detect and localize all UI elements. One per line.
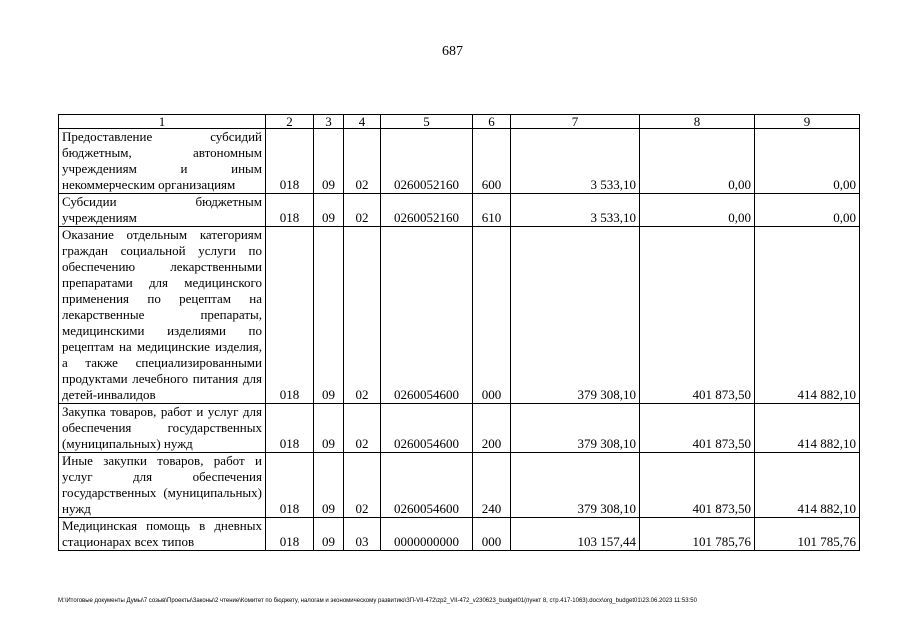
header-cell: 8 xyxy=(640,115,755,129)
vr-code: 000 xyxy=(473,518,511,551)
csr-code: 0260054600 xyxy=(381,453,473,518)
gr-code: 018 xyxy=(266,129,314,194)
amount-col7: 379 308,10 xyxy=(511,453,640,518)
table-row xyxy=(59,453,860,518)
row-name: Закупка товаров, работ и услуг для обеспечения государственных (муниципальных) нужд xyxy=(59,404,266,453)
rz-code: 09 xyxy=(314,404,344,453)
amount-col8: 0,00 xyxy=(640,129,755,194)
pr-code: 03 xyxy=(344,518,381,551)
pr-code: 02 xyxy=(344,453,381,518)
amount-col7: 103 157,44 xyxy=(511,518,640,551)
amount-col7: 379 308,10 xyxy=(511,404,640,453)
vr-code: 600 xyxy=(473,129,511,194)
header-cell: 2 xyxy=(266,115,314,129)
row-name: Предоставление субсидий бюджетным, автономным учреждениям и иным некоммерческим организациям xyxy=(59,129,266,194)
amount-col7: 3 533,10 xyxy=(511,129,640,194)
rz-code: 09 xyxy=(314,453,344,518)
row-name: Иные закупки товаров, работ и услуг для обеспечения государственных (муниципальных) нужд xyxy=(59,453,266,518)
header-cell: 9 xyxy=(755,115,860,129)
row-name: Оказание отдельным категориям граждан социальной услуги по обеспечению лекарственными препаратами для медицинского применения по рецептам на лекарственные препараты, медицинскими изделиями по рецептам на медицинские изделия, а также специализированными продуктами лечебного питания для детей-инвалидов xyxy=(59,227,266,404)
page-number: 687 xyxy=(442,44,463,59)
header-cell: 7 xyxy=(511,115,640,129)
row-name: Медицинская помощь в дневных стационарах всех типов xyxy=(59,518,266,551)
amount-col8: 401 873,50 xyxy=(640,227,755,404)
gr-code: 018 xyxy=(266,227,314,404)
amount-col8: 0,00 xyxy=(640,194,755,227)
pr-code: 02 xyxy=(344,404,381,453)
amount-col9: 414 882,10 xyxy=(755,227,860,404)
rz-code: 09 xyxy=(314,129,344,194)
amount-col7: 3 533,10 xyxy=(511,194,640,227)
vr-code: 240 xyxy=(473,453,511,518)
row-name: Субсидии бюджетным учреждениям xyxy=(59,194,266,227)
table-row xyxy=(59,227,860,404)
header-cell: 3 xyxy=(314,115,344,129)
gr-code: 018 xyxy=(266,404,314,453)
rz-code: 09 xyxy=(314,518,344,551)
vr-code: 610 xyxy=(473,194,511,227)
csr-code: 0260054600 xyxy=(381,227,473,404)
vr-code: 200 xyxy=(473,404,511,453)
header-row xyxy=(59,115,860,129)
amount-col9: 414 882,10 xyxy=(755,404,860,453)
table-row xyxy=(59,194,860,227)
header-cell: 4 xyxy=(344,115,381,129)
header-cell: 5 xyxy=(381,115,473,129)
amount-col8: 401 873,50 xyxy=(640,404,755,453)
amount-col9: 0,00 xyxy=(755,194,860,227)
budget-table xyxy=(58,114,860,551)
csr-code: 0260054600 xyxy=(381,404,473,453)
rz-code: 09 xyxy=(314,227,344,404)
csr-code: 0260052160 xyxy=(381,194,473,227)
amount-col8: 101 785,76 xyxy=(640,518,755,551)
rz-code: 09 xyxy=(314,194,344,227)
amount-col9: 0,00 xyxy=(755,129,860,194)
amount-col9: 101 785,76 xyxy=(755,518,860,551)
header-cell: 1 xyxy=(59,115,266,129)
amount-col7: 379 308,10 xyxy=(511,227,640,404)
header-cell: 6 xyxy=(473,115,511,129)
csr-code: 0260052160 xyxy=(381,129,473,194)
pr-code: 02 xyxy=(344,194,381,227)
pr-code: 02 xyxy=(344,129,381,194)
csr-code: 0000000000 xyxy=(381,518,473,551)
gr-code: 018 xyxy=(266,194,314,227)
amount-col9: 414 882,10 xyxy=(755,453,860,518)
document-path-footer: M:\Итоговые документы Думы\7 созыв\Проекты\Законы\2 чтение\Комитет по бюджету, налогам и экономическому развитию\ЗП-VII-472\zp2_VII-472_v230623_budget01(пункт 8, стр.417-1063).docx\org_budget01\23.06.2023 11:53:50 xyxy=(58,598,697,604)
table-row xyxy=(59,129,860,194)
gr-code: 018 xyxy=(266,518,314,551)
pr-code: 02 xyxy=(344,227,381,404)
table-row xyxy=(59,404,860,453)
amount-col8: 401 873,50 xyxy=(640,453,755,518)
vr-code: 000 xyxy=(473,227,511,404)
table-row xyxy=(59,518,860,551)
gr-code: 018 xyxy=(266,453,314,518)
